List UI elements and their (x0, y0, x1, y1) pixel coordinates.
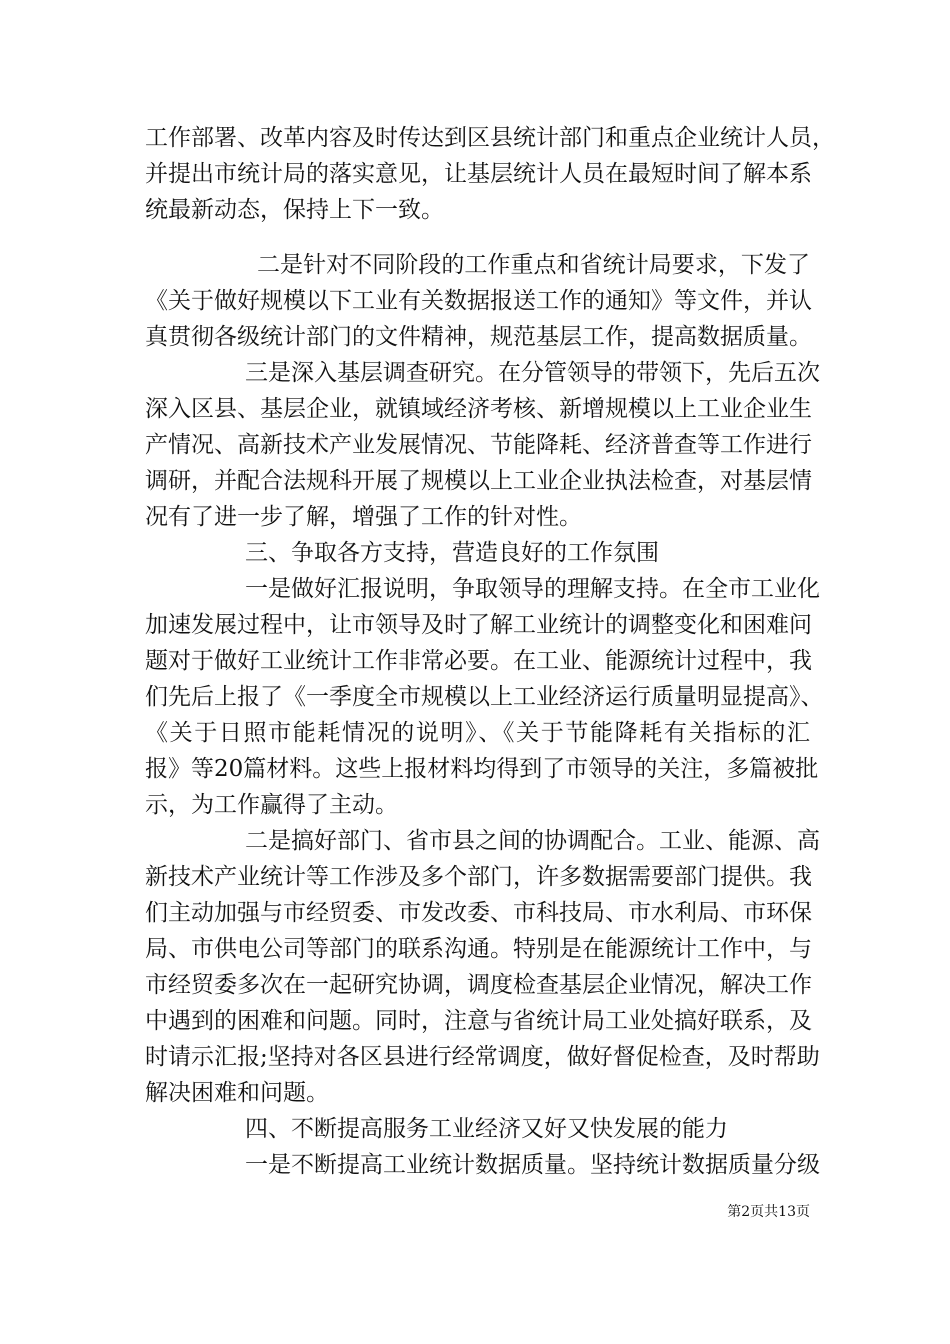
section-heading: 三、争取各方支持，营造良好的工作氛围 (245, 540, 659, 566)
text-line: 解决困难和问题。 (145, 1080, 329, 1106)
text-line: 调研，并配合法规科开展了规模以上工业企业执法检查，对基层情 (145, 468, 812, 494)
text-line: 局、市供电公司等部门的联系沟通。特别是在能源统计工作中，与 (145, 936, 812, 962)
text-line: 中遇到的困难和问题。同时，注意与省统计局工业处搞好联系，及 (145, 1008, 812, 1034)
text-line: 新技术产业统计等工作涉及多个部门，许多数据需要部门提供。我 (145, 864, 812, 890)
text-line: 一是不断提高工业统计数据质量。坚持统计数据质量分级 (245, 1152, 820, 1178)
text-line: 工作部署、改革内容及时传达到区县统计部门和重点企业统计人员， (145, 125, 835, 151)
text-line: 时请示汇报;坚持对各区县进行经常调度，做好督促检查，及时帮助 (145, 1044, 820, 1070)
text-line: 《关于做好规模以下工业有关数据报送工作的通知》等文件，并认 (145, 288, 812, 314)
text-line: 况有了进一步了解，增强了工作的针对性。 (145, 504, 582, 530)
text-line: 们主动加强与市经贸委、市发改委、市科技局、市水利局、市环保 (145, 900, 812, 926)
text-line: 二是搞好部门、省市县之间的协调配合。工业、能源、高 (245, 828, 820, 854)
text-line: 并提出市统计局的落实意见，让基层统计人员在最短时间了解本系 (145, 161, 812, 187)
text-line: 产情况、高新技术产业发展情况、节能降耗、经济普查等工作进行 (145, 432, 812, 458)
text-line: 报》等20篇材料。这些上报材料均得到了市领导的关注，多篇被批 (145, 756, 819, 782)
text-line: 深入区县、基层企业，就镇域经济考核、新增规模以上工业企业生 (145, 396, 812, 422)
section-heading: 四、不断提高服务工业经济又好又快发展的能力 (245, 1116, 728, 1142)
text-line: 一是做好汇报说明，争取领导的理解支持。在全市工业化 (245, 576, 820, 602)
text-line: 二是针对不同阶段的工作重点和省统计局要求，下发了 (257, 252, 810, 278)
page-number: 第2页共13页 (727, 1204, 810, 1220)
text-line: 示，为工作赢得了主动。 (145, 792, 398, 818)
text-line: 们先后上报了《一季度全市规模以上工业经济运行质量明显提高》、 (145, 684, 824, 710)
text-line: 市经贸委多次在一起研究协调，调度检查基层企业情况，解决工作 (145, 972, 812, 998)
text-line: 题对于做好工业统计工作非常必要。在工业、能源统计过程中，我 (145, 648, 812, 674)
text-line: 三是深入基层调查研究。在分管领导的带领下，先后五次 (245, 360, 820, 386)
text-line: 统最新动态，保持上下一致。 (145, 197, 444, 223)
text-line: 加速发展过程中，让市领导及时了解工业统计的调整变化和困难问 (145, 612, 812, 638)
text-line: 真贯彻各级统计部门的文件精神，规范基层工作，提高数据质量。 (145, 324, 812, 350)
text-line: 《关于日照市能耗情况的说明》、《关于节能降耗有关指标的汇 (145, 720, 810, 746)
